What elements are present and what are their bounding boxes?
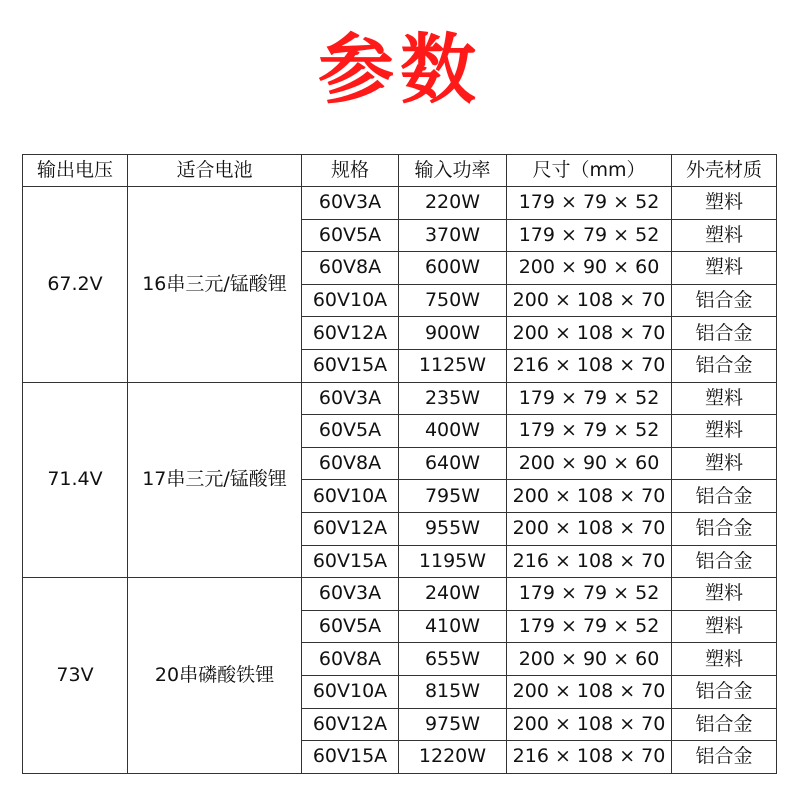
spec-cell: 60V12A [302,317,399,350]
header-housing-material: 外壳材质 [672,155,777,187]
size-cell: 200 × 108 × 70 [507,708,672,741]
input-power-cell: 600W [399,252,507,285]
housing-material-cell: 塑料 [672,252,777,285]
size-cell: 216 × 108 × 70 [507,741,672,774]
input-power-cell: 400W [399,415,507,448]
housing-material-cell: 铝合金 [672,512,777,545]
size-cell: 200 × 108 × 70 [507,317,672,350]
size-cell: 179 × 79 × 52 [507,187,672,220]
battery-type-cell: 20串磷酸铁锂 [128,578,302,774]
spec-cell: 60V8A [302,447,399,480]
input-power-cell: 955W [399,512,507,545]
spec-cell: 60V10A [302,480,399,513]
size-cell: 179 × 79 × 52 [507,610,672,643]
size-cell: 179 × 79 × 52 [507,578,672,611]
housing-material-cell: 塑料 [672,187,777,220]
housing-material-cell: 铝合金 [672,284,777,317]
size-cell: 216 × 108 × 70 [507,545,672,578]
housing-material-cell: 铝合金 [672,545,777,578]
header-battery-type: 适合电池 [128,155,302,187]
output-voltage-cell: 71.4V [23,382,128,578]
size-cell: 216 × 108 × 70 [507,349,672,382]
table-header-row [23,155,777,187]
input-power-cell: 655W [399,643,507,676]
input-power-cell: 240W [399,578,507,611]
housing-material-cell: 塑料 [672,382,777,415]
housing-material-cell: 塑料 [672,415,777,448]
size-cell: 200 × 108 × 70 [507,284,672,317]
input-power-cell: 220W [399,187,507,220]
output-voltage-cell: 73V [23,578,128,774]
input-power-cell: 410W [399,610,507,643]
spec-cell: 60V8A [302,643,399,676]
housing-material-cell: 铝合金 [672,317,777,350]
header-output-voltage: 输出电压 [23,155,128,187]
spec-cell: 60V10A [302,284,399,317]
input-power-cell: 750W [399,284,507,317]
table-body [23,187,777,774]
battery-type-cell: 16串三元/锰酸锂 [128,187,302,383]
housing-material-cell: 塑料 [672,219,777,252]
table-row [23,187,777,220]
table-row [23,382,777,415]
input-power-cell: 815W [399,675,507,708]
housing-material-cell: 塑料 [672,610,777,643]
input-power-cell: 975W [399,708,507,741]
size-cell: 200 × 108 × 70 [507,512,672,545]
page-title: 参数 [318,25,482,114]
size-cell: 179 × 79 × 52 [507,219,672,252]
spec-cell: 60V5A [302,610,399,643]
input-power-cell: 795W [399,480,507,513]
spec-cell: 60V3A [302,382,399,415]
size-cell: 179 × 79 × 52 [507,382,672,415]
spec-cell: 60V15A [302,349,399,382]
spec-cell: 60V12A [302,512,399,545]
spec-cell: 60V5A [302,415,399,448]
housing-material-cell: 铝合金 [672,708,777,741]
spec-cell: 60V5A [302,219,399,252]
input-power-cell: 1125W [399,349,507,382]
size-cell: 200 × 108 × 70 [507,675,672,708]
input-power-cell: 370W [399,219,507,252]
input-power-cell: 640W [399,447,507,480]
spec-cell: 60V3A [302,578,399,611]
spec-cell: 60V10A [302,675,399,708]
spec-cell: 60V15A [302,545,399,578]
header-input-power: 输入功率 [399,155,507,187]
spec-cell: 60V8A [302,252,399,285]
spec-cell: 60V15A [302,741,399,774]
size-cell: 200 × 108 × 70 [507,480,672,513]
battery-type-cell: 17串三元/锰酸锂 [128,382,302,578]
header-spec: 规格 [302,155,399,187]
input-power-cell: 235W [399,382,507,415]
housing-material-cell: 塑料 [672,643,777,676]
housing-material-cell: 铝合金 [672,741,777,774]
housing-material-cell: 塑料 [672,578,777,611]
housing-material-cell: 铝合金 [672,480,777,513]
size-cell: 200 × 90 × 60 [507,643,672,676]
spec-cell: 60V3A [302,187,399,220]
output-voltage-cell: 67.2V [23,187,128,383]
header-size: 尺寸（mm） [507,155,672,187]
size-cell: 200 × 90 × 60 [507,252,672,285]
spec-table [22,154,777,774]
size-cell: 179 × 79 × 52 [507,415,672,448]
input-power-cell: 1220W [399,741,507,774]
housing-material-cell: 塑料 [672,447,777,480]
spec-cell: 60V12A [302,708,399,741]
housing-material-cell: 铝合金 [672,349,777,382]
input-power-cell: 900W [399,317,507,350]
table-row [23,578,777,611]
size-cell: 200 × 90 × 60 [507,447,672,480]
input-power-cell: 1195W [399,545,507,578]
housing-material-cell: 铝合金 [672,675,777,708]
